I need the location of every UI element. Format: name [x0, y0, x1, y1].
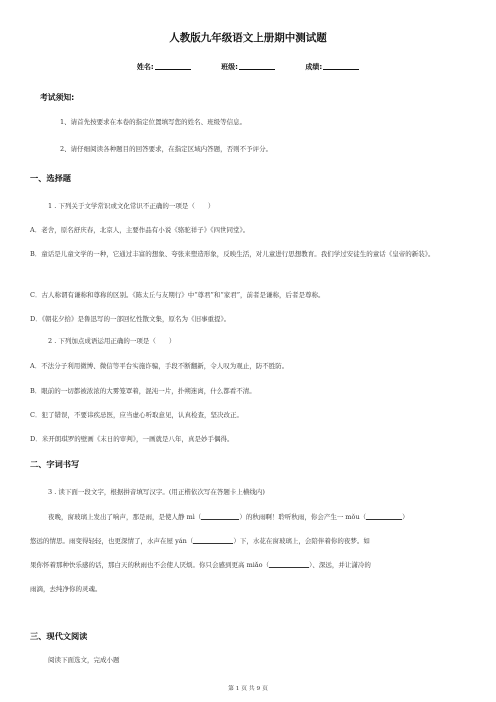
notice-item: 1、请首先按要求在本卷的指定位置填写您的姓名、班级等信息。 — [60, 118, 247, 126]
option-1a[interactable]: A．老舍，原名舒庆春，北京人，主要作品有小说《骆驼祥子》《四世同堂》。 — [30, 226, 250, 234]
blank-miao[interactable] — [269, 560, 309, 568]
notice-item: 2、请仔细阅读各种题目的回答要求，在指定区域内答题，否则不予评分。 — [60, 145, 273, 153]
passage-line: 夜晚，窗玻璃上发出了响声，那是雨，是使人静 mì（ ）的秋雨啊！聆听秋雨，你会产生一 mǒu（ ） — [48, 513, 409, 521]
class-blank[interactable] — [239, 69, 275, 70]
option-2d[interactable]: D．米开朗琪罗的壁画《末日的审判》，一画就是八年，真是妙手偶得。 — [30, 435, 234, 443]
blank-mi[interactable] — [201, 512, 239, 520]
option-1d[interactable]: D．《朝花夕拾》是鲁迅写的一部回忆性散文集，原名为《旧事重提》。 — [30, 315, 231, 323]
option-2c[interactable]: C．犯了错误，不要讳疾忌医，应当虚心听取意见，认真检查，坚决改正。 — [30, 411, 243, 419]
page-title: 人教版九年级语文上册期中测试题 — [169, 32, 327, 44]
score-field[interactable]: 成绩: — [305, 62, 359, 72]
section-heading-reading: 三、现代文阅读 — [30, 631, 88, 641]
option-1c[interactable]: C．古人称谓有谦称和尊称的区别。《陈太丘与友期行》中“尊君”和“家君”，前者是谦称，后者是尊称。 — [30, 291, 325, 299]
reading-intro: 阅读下面选文，完成小题 — [48, 656, 120, 664]
passage-line: 悠远的情思。雨变得轻轻，也更深情了，水声在屋 yán（ ）下，水花在窗玻璃上，会陪伴着你的夜梦。如 — [30, 537, 370, 545]
page-footer: 第 1 页 共 9 页 — [228, 686, 268, 692]
blank-mou[interactable] — [366, 512, 402, 520]
blank-yan[interactable] — [193, 536, 233, 544]
passage-line: 果你怀着那种快乐感的话，那白天的秋雨也不会使人厌烦。你只会感到更高 miǎo（ ）、深远，并让潇冷的 — [30, 561, 371, 569]
notice-heading: 考试须知: — [40, 93, 75, 102]
option-2b[interactable]: B．眼前的一切都被浓浓的大雾笼罩着，混沌一片，扑朔迷离，什么都看不清。 — [30, 387, 256, 395]
option-1b[interactable]: B．童话是儿童文学的一种，它通过丰富的想象、夸张来塑造形象，反映生活，对儿童进行思想教育。我们学过安徒生的童话《皇帝的新装》。 — [30, 250, 435, 258]
question-stem-1: 1 . 下列关于文学常识或文化常识不正确的一项是（ ） — [48, 202, 215, 210]
section-heading-writing: 二、字词书写 — [30, 459, 80, 469]
score-blank[interactable] — [323, 69, 359, 70]
section-heading-choice: 一、选择题 — [30, 173, 71, 183]
name-field[interactable]: 姓名: — [137, 62, 191, 72]
question-stem-2: 2 . 下列加点成语运用正确的一项是（ ） — [48, 337, 176, 345]
question-stem-3: 3 . 读下面一段文字，根据拼音填写汉字。(用正楷依次写在答题卡上横线内) — [48, 488, 265, 496]
name-blank[interactable] — [155, 69, 191, 70]
class-field[interactable]: 班级: — [221, 62, 275, 72]
student-info-fields — [0, 62, 496, 72]
option-2a[interactable]: A．不法分子利用微博、微信等平台实施诈骗，手段不断翻新，令人叹为观止，防不胜防。 — [30, 362, 289, 370]
passage-line: 雨滴，去纯净你的灵魂。 — [30, 585, 102, 593]
